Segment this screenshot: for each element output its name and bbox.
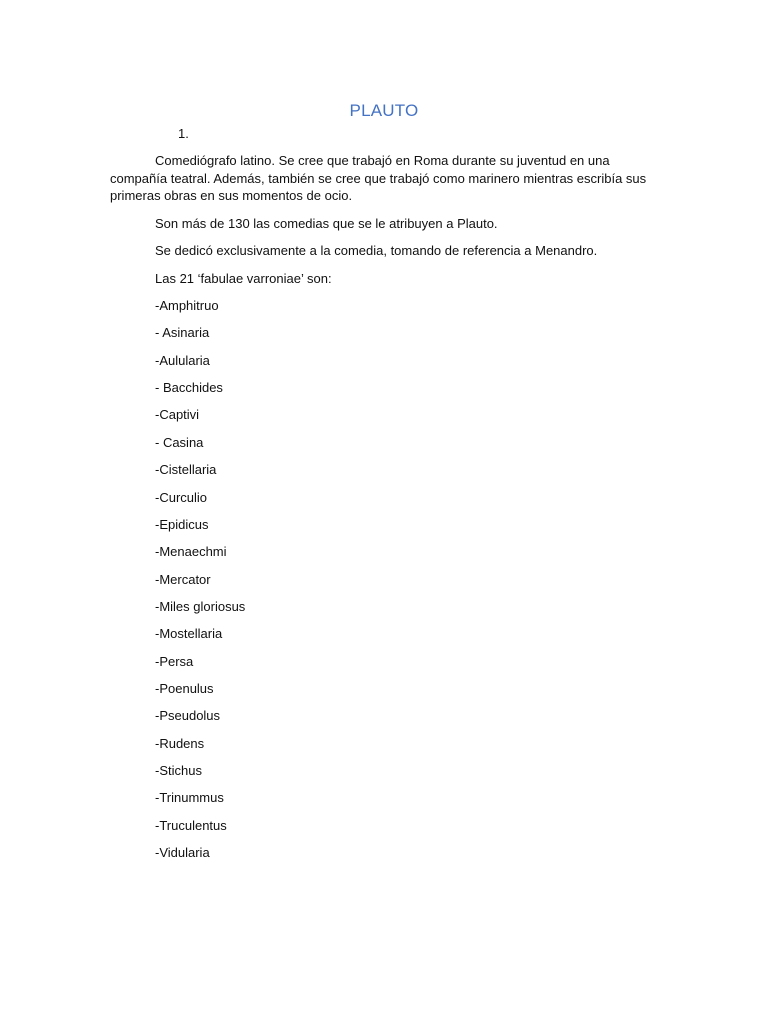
document-title: PLAUTO [349,101,419,120]
list-item: -Mercator [155,572,211,587]
paragraph-biography: Comediógrafo latino. Se cree que trabajó en Roma durante su juventud en una compañía teatral. Además, también se cree que trabajó como marinero mientras escribía sus primeras obras en sus momentos de ocio. [110,153,647,203]
list-item: -Amphitruo [155,298,219,313]
list-item: -Persa [155,654,194,669]
list-item: -Miles gloriosus [155,599,246,614]
list-item: -Vidularia [155,845,210,860]
list-item: - Asinaria [155,325,210,340]
paragraph-menandro: Se dedicó exclusivamente a la comedia, tomando de referencia a Menandro. [155,243,598,258]
list-item: -Curculio [155,490,208,505]
list-item: -Rudens [155,736,205,751]
list-item: - Casina [155,435,204,450]
list-item: -Captivi [155,407,200,422]
list-item: -Pseudolus [155,708,221,723]
list-item: -Cistellaria [155,462,217,477]
paragraph-fabulae-intro: Las 21 ‘fabulae varroniae’ son: [155,271,332,286]
list-item: - Bacchides [155,380,223,395]
list-number: 1. [178,126,189,141]
list-item: -Mostellaria [155,626,223,641]
list-item: -Poenulus [155,681,214,696]
list-item: -Epidicus [155,517,209,532]
paragraph-comedias-count: Son más de 130 las comedias que se le atribuyen a Plauto. [155,216,498,231]
list-item: -Trinummus [155,790,224,805]
list-item: -Menaechmi [155,544,227,559]
list-item: -Aulularia [155,353,210,368]
list-item: -Stichus [155,763,202,778]
list-item: -Truculentus [155,818,227,833]
